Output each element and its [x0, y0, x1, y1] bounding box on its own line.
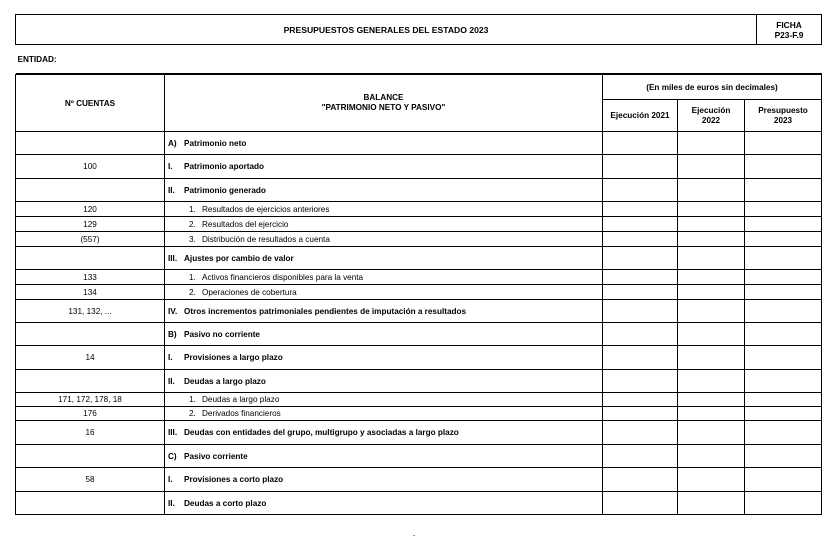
row-prefix: 1. [189, 395, 196, 404]
account-cell: (557) [16, 232, 165, 247]
value-cell-2022[interactable] [678, 132, 745, 155]
row-text: Activos financieros disponibles para la venta [202, 272, 364, 282]
row-text: Provisiones a corto plazo [184, 475, 284, 484]
row-text: Otros incrementos patrimoniales pendientes de imputación a resultados [184, 306, 467, 316]
table-row [16, 270, 822, 285]
value-cell-2023[interactable] [745, 202, 822, 217]
row-label [165, 393, 603, 407]
table-row [16, 132, 822, 155]
value-cell-2023[interactable] [745, 247, 822, 270]
row-text: Ajustes por cambio de valor [184, 253, 294, 263]
account-cell: 131, 132, ... [16, 300, 165, 323]
col-ejecucion-2022 [678, 100, 745, 132]
row-text: Derivados financieros [202, 409, 281, 418]
table-row [16, 407, 822, 421]
account-cell [16, 132, 165, 155]
value-cell-2021[interactable] [603, 285, 678, 300]
value-cell-2023[interactable] [745, 492, 822, 515]
value-cell-2023[interactable] [745, 421, 822, 445]
row-prefix: 2. [189, 409, 196, 418]
balance-header-line1: BALANCE [363, 93, 404, 102]
value-cell-2021[interactable] [603, 468, 678, 492]
account-cell: 133 [16, 270, 165, 285]
row-text: Deudas con entidades del grupo, multigrupo y asociadas a largo plazo [184, 428, 459, 437]
row-label [165, 407, 603, 421]
value-cell-2023[interactable] [745, 232, 822, 247]
value-cell-2022[interactable] [678, 217, 745, 232]
value-cell-2021[interactable] [603, 407, 678, 421]
account-cell: 58 [16, 468, 165, 492]
value-cell-2021[interactable] [603, 155, 678, 179]
table-row [16, 217, 822, 232]
row-prefix: I. [168, 475, 173, 484]
units-header: (En miles de euros sin decimales) [603, 75, 822, 100]
row-text: Deudas a corto plazo [184, 498, 267, 508]
value-cell-2021[interactable] [603, 492, 678, 515]
row-prefix: I. [168, 353, 173, 362]
row-label [165, 492, 603, 515]
value-cell-2023[interactable] [745, 285, 822, 300]
row-text: Deudas a largo plazo [184, 376, 266, 386]
ficha-line1: FICHA [776, 19, 802, 30]
table-row [16, 323, 822, 346]
value-cell-2022[interactable] [678, 270, 745, 285]
row-prefix: 1. [189, 272, 196, 282]
row-label [165, 155, 603, 179]
value-cell-2021[interactable] [603, 370, 678, 393]
value-cell-2021[interactable] [603, 346, 678, 370]
account-cell: 120 [16, 202, 165, 217]
row-prefix: 3. [189, 234, 196, 244]
value-cell-2022[interactable] [678, 179, 745, 202]
value-cell-2022[interactable] [678, 202, 745, 217]
table-row [16, 155, 822, 179]
row-label [165, 270, 603, 285]
row-prefix: IV. [168, 306, 178, 316]
row-text: Operaciones de cobertura [202, 287, 297, 297]
value-cell-2022[interactable] [678, 370, 745, 393]
row-prefix: C) [168, 451, 177, 461]
value-cell-2023[interactable] [745, 370, 822, 393]
account-cell: 16 [16, 421, 165, 445]
value-cell-2021[interactable] [603, 247, 678, 270]
account-cell [16, 492, 165, 515]
row-label [165, 346, 603, 370]
value-cell-2022[interactable] [678, 492, 745, 515]
row-label [165, 468, 603, 492]
row-text: Patrimonio generado [184, 185, 266, 195]
row-label [165, 285, 603, 300]
row-text: Patrimonio neto [184, 138, 247, 148]
balance-header [165, 75, 603, 132]
account-cell: 134 [16, 285, 165, 300]
table-row [16, 247, 822, 270]
value-cell-2023[interactable] [745, 468, 822, 492]
table-row [16, 300, 822, 323]
balance-form [15, 14, 821, 515]
value-cell-2021[interactable] [603, 323, 678, 346]
row-label [165, 300, 603, 323]
table-row [16, 179, 822, 202]
value-cell-2021[interactable] [603, 232, 678, 247]
table-row [16, 285, 822, 300]
account-cell [16, 445, 165, 468]
row-label [165, 132, 603, 155]
value-cell-2022[interactable] [678, 407, 745, 421]
col2-line1: Ejecución [691, 105, 731, 115]
row-label [165, 370, 603, 393]
row-label [165, 217, 603, 232]
row-text: Pasivo corriente [184, 451, 248, 461]
row-text: Distribución de resultados a cuenta [202, 234, 330, 244]
header-table [15, 14, 822, 74]
value-cell-2021[interactable] [603, 132, 678, 155]
value-cell-2022[interactable] [678, 421, 745, 445]
col2-line2: 2022 [701, 115, 721, 125]
value-cell-2022[interactable] [678, 445, 745, 468]
accounts-header: Nº CUENTAS [16, 75, 165, 132]
value-cell-2021[interactable] [603, 270, 678, 285]
value-cell-2021[interactable] [603, 445, 678, 468]
account-cell [16, 370, 165, 393]
table-row [16, 468, 822, 492]
value-cell-2023[interactable] [745, 393, 822, 407]
row-prefix: II. [168, 185, 175, 195]
col-ejecucion-2021: Ejecución 2021 [603, 100, 678, 132]
entity-label: ENTIDAD: [16, 45, 822, 74]
row-text: Resultados del ejercicio [202, 219, 289, 229]
account-cell: 100 [16, 155, 165, 179]
row-prefix: II. [168, 498, 175, 508]
balance-table [15, 74, 822, 515]
value-cell-2023[interactable] [745, 155, 822, 179]
row-label [165, 421, 603, 445]
value-cell-2022[interactable] [678, 232, 745, 247]
col-presupuesto-2023 [745, 100, 822, 132]
value-cell-2022[interactable] [678, 393, 745, 407]
col3-line1: Presupuesto [758, 105, 808, 115]
col3-line2: 2023 [773, 115, 793, 125]
row-label [165, 247, 603, 270]
row-text: Provisiones a largo plazo [184, 353, 283, 362]
row-label [165, 323, 603, 346]
value-cell-2023[interactable] [745, 270, 822, 285]
table-row [16, 421, 822, 445]
table-row [16, 393, 822, 407]
account-cell: 176 [16, 407, 165, 421]
table-row [16, 445, 822, 468]
row-label [165, 202, 603, 217]
value-cell-2023[interactable] [745, 132, 822, 155]
account-cell [16, 179, 165, 202]
value-cell-2023[interactable] [745, 300, 822, 323]
row-prefix: III. [168, 428, 178, 437]
table-row [16, 370, 822, 393]
row-prefix: 1. [189, 204, 196, 214]
table-row [16, 492, 822, 515]
value-cell-2021[interactable] [603, 179, 678, 202]
row-text: Patrimonio aportado [184, 162, 265, 171]
account-cell: 14 [16, 346, 165, 370]
value-cell-2023[interactable] [745, 445, 822, 468]
table-row [16, 232, 822, 247]
table-row [16, 202, 822, 217]
document-title: PRESUPUESTOS GENERALES DEL ESTADO 2023 [16, 15, 757, 45]
value-cell-2021[interactable] [603, 393, 678, 407]
row-text: Resultados de ejercicios anteriores [202, 204, 330, 214]
row-label [165, 445, 603, 468]
account-cell: 129 [16, 217, 165, 232]
row-prefix: I. [168, 162, 173, 171]
value-cell-2022[interactable] [678, 468, 745, 492]
value-cell-2021[interactable] [603, 202, 678, 217]
value-cell-2022[interactable] [678, 247, 745, 270]
page-footer-mark: - [413, 533, 416, 540]
value-cell-2021[interactable] [603, 300, 678, 323]
value-cell-2022[interactable] [678, 300, 745, 323]
row-prefix: III. [168, 253, 178, 263]
row-prefix: II. [168, 376, 175, 386]
ficha-line2: P23-F.9 [774, 29, 804, 40]
value-cell-2023[interactable] [745, 217, 822, 232]
account-cell: 171, 172, 178, 18 [16, 393, 165, 407]
value-cell-2022[interactable] [678, 323, 745, 346]
row-label [165, 232, 603, 247]
value-cell-2022[interactable] [678, 155, 745, 179]
ficha-code [757, 15, 822, 45]
row-text: Pasivo no corriente [184, 329, 260, 339]
table-row [16, 346, 822, 370]
account-cell [16, 323, 165, 346]
value-cell-2021[interactable] [603, 421, 678, 445]
value-cell-2022[interactable] [678, 346, 745, 370]
row-prefix: 2. [189, 219, 196, 229]
row-text: Deudas a largo plazo [202, 395, 280, 404]
value-cell-2023[interactable] [745, 179, 822, 202]
value-cell-2022[interactable] [678, 285, 745, 300]
value-cell-2023[interactable] [745, 346, 822, 370]
row-label [165, 179, 603, 202]
row-prefix: A) [168, 138, 177, 148]
row-prefix: B) [168, 329, 177, 339]
value-cell-2023[interactable] [745, 407, 822, 421]
account-cell [16, 247, 165, 270]
value-cell-2023[interactable] [745, 323, 822, 346]
value-cell-2021[interactable] [603, 217, 678, 232]
balance-header-line2: "PATRIMONIO NETO Y PASIVO" [321, 103, 446, 112]
row-prefix: 2. [189, 287, 196, 297]
